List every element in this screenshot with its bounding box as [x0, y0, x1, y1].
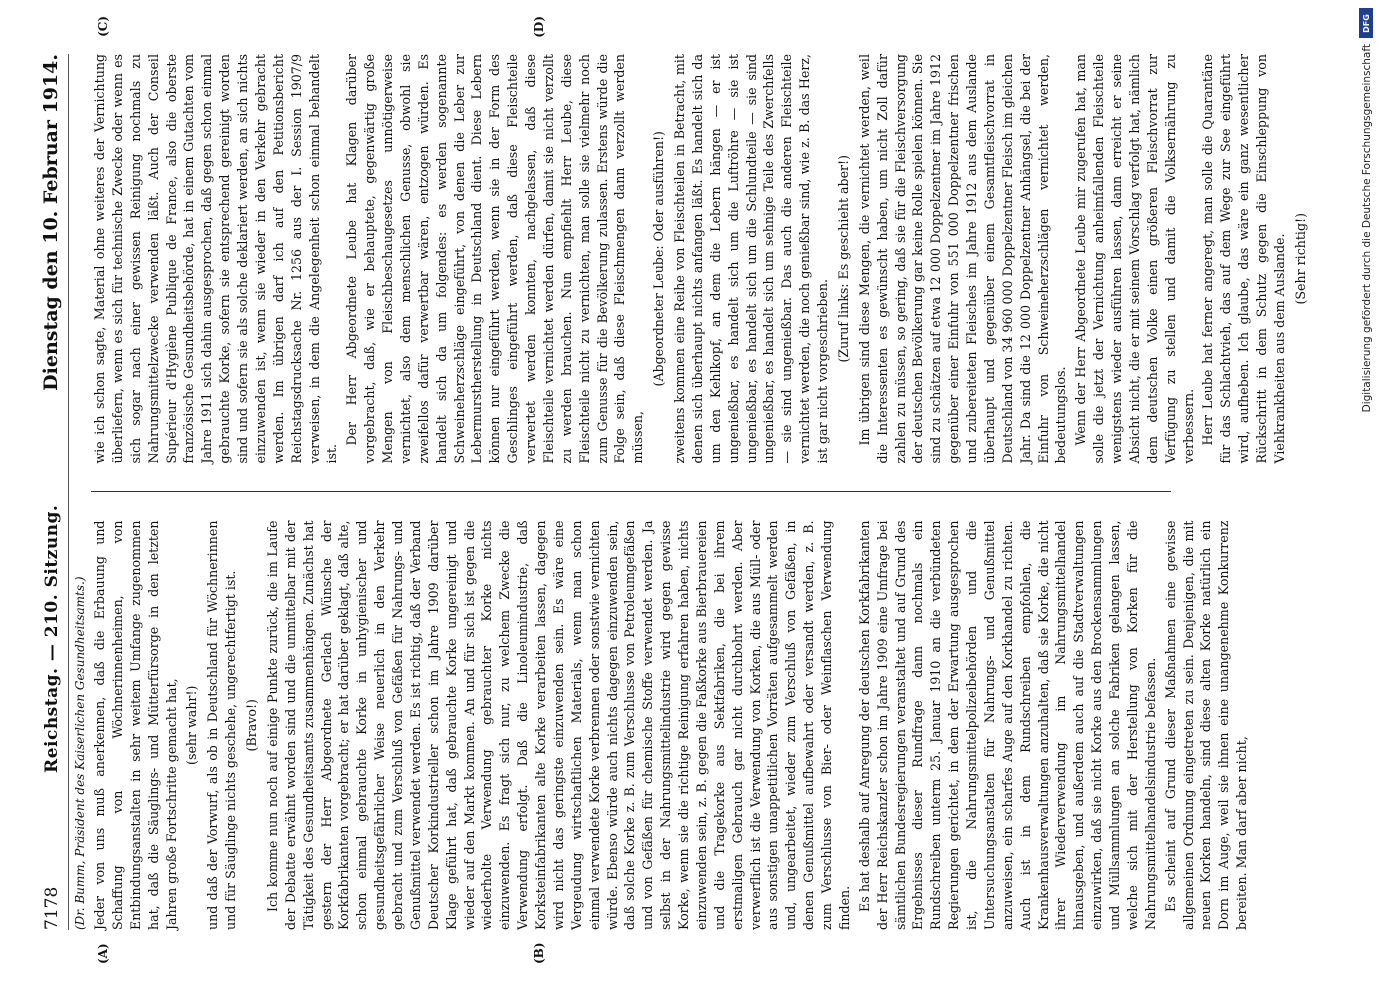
- session-title: Reichstag. — 210. Sitzung.: [42, 504, 62, 773]
- interjection: (Sehr richtig!): [1292, 213, 1308, 305]
- interjection: (Bravo!): [244, 699, 259, 752]
- paragraph: und daß der Vorwurf, als ob in Deutschland für Wöchnerinnen und für Säuglinge nichts geschehe, ungerechtfertigt ist.: [205, 520, 239, 930]
- paragraph: Es hat deshalb auf Anregung der deutschen Korkfabrikanten der Herr Reichskanzler schon im Jahre 1909 eine Umfrage bei sämtlichen Bundesregierungen veranstaltet und auf Grund des Ergebnisses dieser Rundfrage dann nochmals ein Rundschreiben unterm 25. Januar 1910 an die verbündeten Regierungen gerichtet, in dem der Erwartung ausgesprochen ist, die Nahrungsmittelpolizeibehörden und die Untersuchungsanstalten für Nahrungs- und Genußmittel anzuweisen, ein scharfes Auge auf den Korkhandel zu richten. Auch ist in dem Rundschreiben empfohlen, die Krankenhausverwaltungen anzuhalten, daß sie Korke, die nicht ihrer Wiederverwendung im Nahrungsmittelhandel hinausgeben, und außerdem auch auf die Stadtverwaltungen einzuwirken, daß sie nicht Korke aus den Brockensammlungen und Müllsammlungen an solche Fabriken gelangen lassen, welche sich mit der Herstellung von Korken für die Nahrungsmittelhandelsindustrie befassen.: [856, 520, 1158, 930]
- column-divider: [91, 492, 1171, 493]
- dfg-logo: DFG: [1359, 8, 1373, 38]
- speaker-note: (Dr. Bumm, Präsident des Kaiserlichen Gesundheitsamts.): [73, 576, 87, 930]
- page-number: 7178: [42, 886, 62, 930]
- digitization-credit: Digitalisierung gefördert durch die Deutsche Forschungsgemeinschaft: [1361, 44, 1373, 413]
- paragraph: Der Herr Abgeordnete Leube hat Klagen darüber vorgebracht, daß, wie er behauptete, gegenwärtig große Mengen von Fleischbeschaugesetzes unnötigerweise vernichtet, also dem menschlichen Genusse, obwohl sie zweifellos dafür verwertbar wären, entzogen würden. Es handelt sich da um folgendes: es werden sogenannte Schweineherzschläge eingeführt, von denen die Leber zur Lebermurstherstellung in Deutschland dient. Diese Lebern können nur eingeführt werden, wenn sie in der Form des Geschlinges eingeführt werden, daß diese Fleischteile verwertet werden konnten, nachgelassen, daß diese Fleischteile vernichtet werden dürfen, damit sie nicht verzollt zu werden brauchen. Nun empfiehlt Herr Leube, diese Fleischteile nicht zu vernichten, man solle sie vielmehr noch zum Genusse für die Bevölkerung zulassen. Erstens würde die Folge sein, daß diese Fleischmengen dann verzollt werden müssen,: [344, 54, 646, 464]
- paragraph: Ich komme nun noch auf einige Punkte zurück, die im Laufe der Debatte erwähnt worden sind und die unmittelbar mit der Tätigkeit des Gesundheitsamts zusammenhängen. Zunächst hat gestern der Herr Abgeordnete Gerlach Wünsche der Korkfabrikanten vorgebracht; er hat darüber geklagt, daß alte, schon einmal gebrauchte Korke in unhygienischer und gesundheitsgefährlicher Weise neuerlich in den Verkehr gebracht und zum Verschluß von Gefäßen für Nahrungs- und Genußmittel verwendet werden. Es ist richtig, daß der Verband Deutscher Korkindustrieller schon im Jahre 1909 darüber Klage geführt hat, daß gebrauchte Korke ungereinigt und wieder auf den Markt kommen. An und für sich ist gegen die wiederholte Verwendung gebrauchter Korke nichts einzuwenden. Es fragt sich nur, zu welchem Zwecke die Verwendung erfolgt. Daß die Linoleumindustrie, daß Korksteinfabrikanten alte Korke verarbeiten lassen, dagegen wird nicht das geringste einzuwenden sein. Es wäre eine Vergeudung wirtschaftlichen Materials, wenn man schon einmal verwendete Korke verbrennen oder sonstwie vernichten würde. Ebenso würde auch nichts dagegen einzuwenden sein, daß solche Korke z. B. zum Verschlusse von Petroleumgefäßen und von Gefäßen für chemische Stoffe verwendet werden. Ja selbst in der Nahrungsmittelindustrie wird gegen gewisse Korke, wenn sie die richtige Reinigung erfahren haben, nichts einzuwenden sein, z. B. gegen die Faßkorke aus Bierbrauereien und die Tragekorke aus Sektfabriken, die bei ihrem erstmaligen Gebrauch gar nicht durchbohrt werden. Aber verwerflich ist die Verwendung von Korken, die aus Müll- oder aus sonstigen unappetitlichen Vorräten aufgesammelt werden und, ungearbeitet, wieder zum Verschluß von Gefäßen, in denen Genußmittel aufbewahrt oder versandt werden, z. B. zum Verschlusse von Bier- oder Weinflaschen Verwendung finden.: [264, 520, 852, 930]
- paragraph: Herr Leube hat ferner angeregt, man solle die Quarantäne für das Schlachtvieh, das auf dem Wege zur See eingeführt wird, aufheben. Ich glaube, das wäre ein ganz wesentlicher Rückschritt in dem Schutz gegen die Einschleppung von Viehkrankheiten aus dem Auslande.: [1200, 54, 1287, 464]
- margin-marker-d: (D): [532, 16, 546, 38]
- interjection: (sehr wahr!): [184, 685, 200, 765]
- session-date: Dienstag den 10. Februar 1914.: [40, 54, 62, 391]
- paragraph: Im übrigen sind diese Mengen, die vernichtet werden, weil die Interessenten es gewünscht haben, um nicht Zoll dafür zahlen zu müssen, so gering, daß sie für die Fleischversorgung der deutschen Bevölkerung gar keine Rolle spielen können. Sie sind zu schätzen auf etwa 12 000 Doppelzentner im Jahre 1912 gegenüber einer Einfuhr von 551 000 Doppelzentner frischen und zubereiteten Fleisches im Jahre 1912 aus dem Auslande überhaupt und gegenüber einem Gesamtfleischvorrat in Deutschland von 34 960 000 Doppelzentner Fleisch im gleichen Jahr. Da sind die 12 000 Doppelzentner Anhängsel, die bei der Einfuhr von Schweineherzschlägen vernichtet werden, bedeutungslos.: [856, 54, 1069, 464]
- right-column: [91, 16, 1308, 464]
- running-head: [40, 54, 69, 930]
- digitization-sidebar: [1351, 0, 1377, 1000]
- paragraph: zweitens kommen eine Reihe von Fleischteilen in Betracht, mit denen sich überhaupt nichts anfangen läßt. Es handelt sich da um den Kehlkopf, an dem die Lebern hängen — er ist ungenießbar, es handelt sich um die Luftröhre — sie ist ungenießbar, es handelt sich um die Schlundteile — sie sind ungenießbar, es handelt sich um sehnige Teile des Zwerchfells — sie sind ungenießbar. Das auch die anderen Fleischteile vernichtet werden, die noch genießbar sind, wie z. B. das Herz, ist gar nicht vorgeschrieben.: [672, 54, 830, 464]
- margin-marker-b: (B): [532, 942, 546, 964]
- left-column: [91, 520, 1250, 964]
- margin-marker-a: (A): [96, 943, 110, 964]
- paragraph: Wenn der Herr Abgeordnete Leube mir zugerufen hat, man solle die jetzt der Vernichtung anheimfallenden Fleischteile wenigstens wieder ausführen lassen, dann erreicht er seine Absicht nicht, die er mit seinem Vorschlag verfolgt hat, nämlich dem deutschen Volke einen größeren Fleischvorrat zur Verfügung zu stellen und damit die Volksernährung zu verbessern.: [1073, 54, 1196, 464]
- margin-marker-c: (C): [96, 16, 110, 37]
- text-columns: [91, 16, 1308, 964]
- paragraph: Es scheint auf Grund dieser Maßnahmen eine gewisse allgemeinen Ordnung eingetreten zu sein. Denjenigen, die mit neuen Korken handeln, sind diese alten Korke natürlich ein Dorn im Auge, weil sie ihnen eine unangenehme Konkurrenz bereiten. Man darf aber nicht,: [1162, 520, 1250, 930]
- interjection: (Zuruf links: Es geschieht aber!): [835, 154, 851, 363]
- paragraph: Jeder von uns muß anerkennen, daß die Erbauung und Schaffung von Wöchnerinnenheimen, von Entbindungsanstalten in sehr weitem Umfange zugenommen hat, daß die Säuglings- und Mütterfürsorge in den letzten Jahren große Fortschritte gemacht hat,: [92, 520, 179, 930]
- interjection: (Abgeordneter Leube: Oder ausführen!): [651, 131, 667, 387]
- paragraph: wie ich schon sagte, Material ohne weiteres der Vernichtung überliefern, wenn es sich für technische Zwecke oder wenn es sich sogar nach einer gewissen Reinigung nochmals zu Nahrungsmittelzwecke verwenden läßt. Auch der Conseil Supérieur d'Hygiène Publique de France, also die oberste französische Gesundheitsbehörde, hat in einem Gutachten vom Jahre 1911 sich dahin ausgesprochen, daß gegen schon einmal gebrauchte Korke, sofern sie entsprechend gereinigt worden sind und sofern sie als solche deklariert werden, an sich nichts einzuwenden ist, wenn sie wieder in den Verkehr gebracht werden. Im übrigen darf ich auf den Petitionsbericht Reichstagsdrucksache Nr. 1256 aus der I. Session 1907/9 verweisen, in dem die Angelegenheit schon einmal behandelt ist.: [92, 54, 340, 464]
